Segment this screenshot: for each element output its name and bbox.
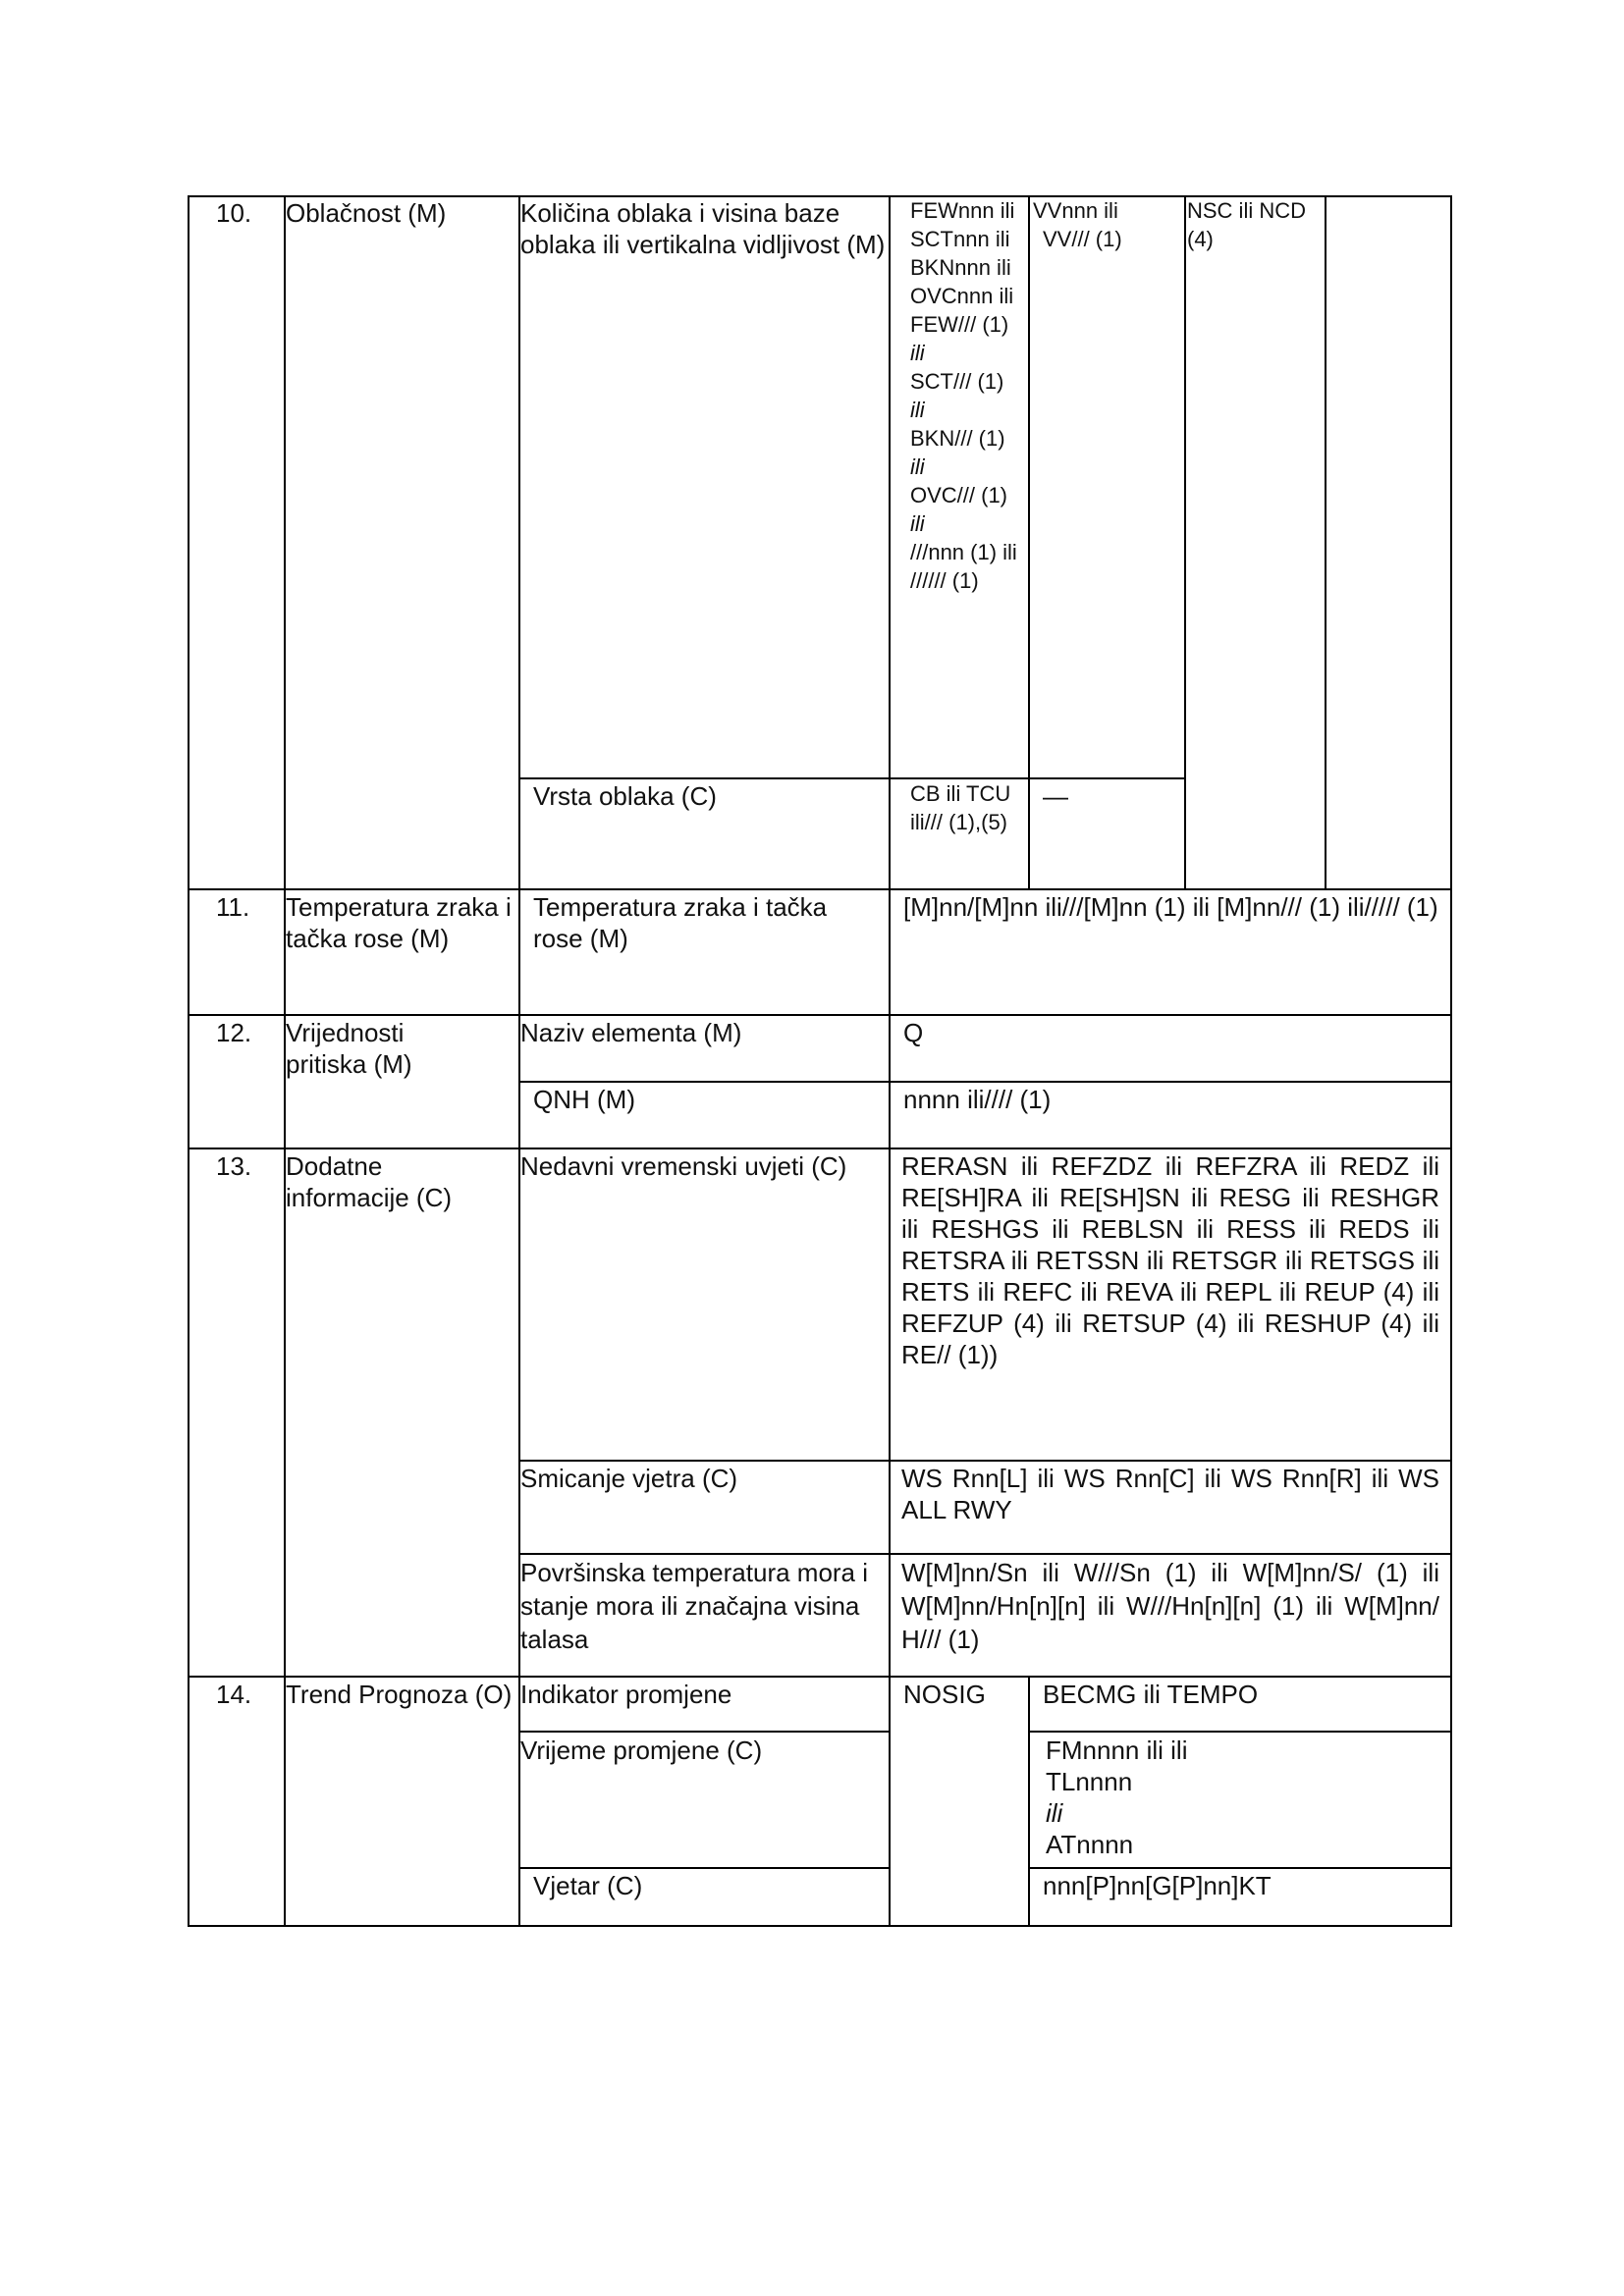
code-line: TLnnnn (1046, 1767, 1133, 1796)
code-line: FMnnnn ili ili (1046, 1735, 1188, 1765)
code-line: ili (910, 341, 925, 365)
row-number: 11. (216, 892, 250, 922)
table-border (520, 1731, 891, 1733)
code-format: W[M]nn/Sn ili W///Sn (1) ili W[M]nn/S/ (1) ili W[M]nn/Hn[n][n] ili W///Hn[n][n] (1) ili W[M]nn/ H/// (1) (901, 1558, 1439, 1654)
table-border (520, 1553, 1452, 1555)
code-line: SCTnnn ili (910, 227, 1010, 251)
table-border (188, 1148, 1452, 1149)
table-border (1030, 1731, 1452, 1733)
table-border (1325, 195, 1326, 890)
element-detail: Temperatura zraka i tačka rose (M) (533, 892, 828, 953)
table-border (520, 1867, 891, 1869)
row-number: 13. (216, 1151, 252, 1181)
element-detail: Količina oblaka i visina baze oblaka ili vertikalna vidljivost (M) (520, 198, 886, 259)
table-border (889, 195, 891, 1927)
table-border (520, 1081, 1452, 1083)
table-border (1450, 195, 1452, 1927)
element-detail: Vrsta oblaka (C) (533, 781, 717, 811)
element-name: Dodatne informacije (C) (286, 1151, 453, 1212)
code-format: RERASN ili REFZDZ ili REFZRA ili REDZ ili RE[SH]RA ili RE[SH]SN ili RESG ili RESHGR ili RESHGS ili REBLSN ili RESS ili REDS ili RETSRA ili RETSSN ili RETSGR ili RETSGS ili RETS ili REFC ili REVA ili REPL ili REUP (4) ili REFZUP (4) ili RETSUP (4) ili RESHUP (4) ili RE// (1)) (901, 1151, 1439, 1369)
element-detail: Indikator promjene (520, 1680, 732, 1709)
code-format: nnn[P]nn[G[P]nn]KT (1043, 1871, 1272, 1900)
code-line: ///nnn (1) ili (910, 540, 1017, 564)
table-border (518, 195, 520, 1927)
element-name: Vrijednosti pritiska (M) (286, 1018, 412, 1079)
table-border (1184, 195, 1186, 890)
table-border (188, 888, 1452, 890)
code-format: nnnn ili//// (1) (903, 1085, 1052, 1114)
code-line: FEWnnn ili (910, 198, 1015, 223)
code-line: ili (910, 454, 925, 479)
row-number: 14. (216, 1680, 252, 1709)
table-border (520, 1460, 1452, 1462)
element-detail: Površinska temperatura mora i stanje mora ili značajna visina talasa (520, 1558, 869, 1654)
code-format: [M]nn/[M]nn ili///[M]nn (1) ili [M]nn/// (1) ili///// (1) (903, 892, 1438, 922)
code-line: ////// (1) (910, 568, 979, 593)
no-cloud-codes (1187, 196, 1323, 253)
code-line: ili (1046, 1798, 1063, 1828)
table-border (1030, 1867, 1452, 1869)
code-format: BECMG ili TEMPO (1043, 1680, 1259, 1709)
code-line: VVnnn ili (1033, 198, 1118, 223)
element-detail: Naziv elementa (M) (520, 1018, 742, 1047)
element-detail: Vrijeme promjene (C) (520, 1735, 763, 1765)
element-detail: QNH (M) (533, 1085, 635, 1114)
cloud-amount-codes (910, 196, 1028, 595)
code-nosig: NOSIG (903, 1680, 986, 1709)
element-name: Temperatura zraka i tačka rose (M) (286, 892, 512, 953)
cloud-type-codes (910, 779, 1028, 836)
code-format: Q (903, 1018, 924, 1047)
code-format: WS Rnn[L] ili WS Rnn[C] ili WS Rnn[R] ili WS ALL RWY (901, 1464, 1439, 1524)
table-border (188, 1925, 1452, 1927)
code-line: OVCnnn ili (910, 284, 1014, 308)
code-line: (4) (1187, 227, 1214, 251)
table-border (520, 777, 1186, 779)
element-detail: Nedavni vremenski uvjeti (C) (520, 1151, 847, 1181)
code-line: BKNnnn ili (910, 255, 1011, 280)
code-line: ili (910, 398, 925, 422)
code-line: NSC ili NCD (1187, 198, 1306, 223)
code-line: BKN/// (1) (910, 426, 1005, 451)
em-dash: — (1043, 781, 1068, 811)
element-name: Trend Prognoza (O) (286, 1680, 513, 1709)
element-name: Oblačnost (M) (286, 198, 447, 228)
table-border (1028, 195, 1030, 890)
element-detail: Vjetar (C) (533, 1871, 643, 1900)
code-line: ili/// (1),(5) (910, 810, 1007, 834)
code-line: CB ili TCU (910, 781, 1011, 806)
row-number: 10. (216, 198, 252, 228)
vertical-visibility-codes (1033, 196, 1180, 253)
code-format (1046, 1735, 1419, 1860)
code-line: SCT/// (1) (910, 369, 1004, 394)
code-line: ATnnnn (1046, 1830, 1134, 1859)
table-border (188, 1014, 1452, 1016)
code-line: ili (910, 511, 925, 536)
element-detail: Smicanje vjetra (C) (520, 1464, 738, 1493)
code-line: FEW/// (1) (910, 312, 1009, 337)
table-border (1028, 1676, 1030, 1927)
table-border (188, 1676, 1452, 1678)
table-border (188, 195, 189, 1927)
row-number: 12. (216, 1018, 252, 1047)
code-line: OVC/// (1) (910, 483, 1008, 507)
code-line: VV/// (1) (1043, 227, 1122, 251)
